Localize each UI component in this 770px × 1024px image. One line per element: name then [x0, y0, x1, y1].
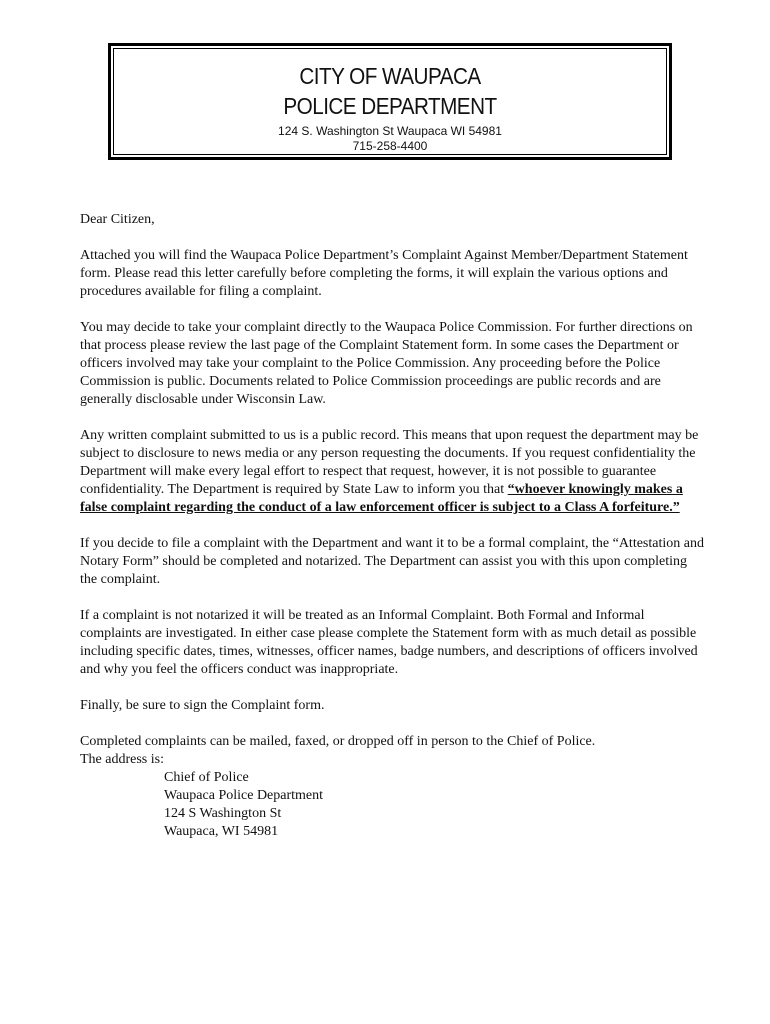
address-intro: The address is: [80, 752, 164, 767]
address-line-city: Waupaca, WI 54981 [164, 824, 279, 839]
letter-body [80, 211, 705, 841]
letterhead-inner [113, 48, 667, 155]
address-line-recipient: Chief of Police [164, 770, 249, 785]
address-line-street: 124 S Washington St [164, 806, 282, 821]
false-complaint-warning: “whoever knowingly makes a false complaint regarding the conduct of a law enforcement officer is subject to a Class A forfeiture.” [80, 482, 683, 515]
paragraph-submission [80, 733, 705, 769]
department-address: 124 S. Washington St Waupaca WI 54981 [278, 124, 502, 138]
paragraph-sign-form: Finally, be sure to sign the Complaint form. [80, 698, 325, 713]
submission-text: Completed complaints can be mailed, faxed, or dropped off in person to the Chief of Police. [80, 734, 596, 749]
department-name: POLICE DEPARTMENT [283, 93, 497, 119]
paragraph-police-commission: You may decide to take your complaint directly to the Waupaca Police Commission. For further directions on that process please review the last page of the Complaint Statement form. In some cases the Department or officers involved may take your complaint to the Police Commission. Any proceeding before the Police Commission is public. Documents related to Police Commission proceedings are public records and are generally disclosable under Wisconsin Law. [80, 320, 693, 407]
department-phone: 715-258-4400 [352, 139, 428, 153]
paragraph-formal-complaint: If you decide to file a complaint with the Department and want it to be a formal complaint, the “Attestation and Notary Form” should be completed and notarized. The Department can assist you with this upon completing the complaint. [80, 536, 704, 587]
city-name: CITY OF WAUPACA [299, 63, 481, 89]
address-line-department: Waupaca Police Department [164, 788, 324, 803]
public-record-text: Any written complaint submitted to us is a public record. This means that upon request the department may be subject to disclosure to news media or any person requesting the documents. If you request confidentiality the Department will make every legal effort to respect that request, however, it is not possible to guarantee confidentiality. The Department is required by State Law to inform you that [80, 428, 699, 497]
paragraph-public-record [80, 427, 705, 517]
paragraph-informal-complaint: If a complaint is not notarized it will be treated as an Informal Complaint. Both Formal and Informal complaints are investigated. In either case please complete the Statement form with as much detail as possible including specific dates, times, witnesses, officer names, badge numbers, and descriptions of officers involved and why you feel the officers conduct was inappropriate. [80, 608, 698, 677]
mailing-address [80, 769, 705, 841]
paragraph-intro: Attached you will find the Waupaca Police Department’s Complaint Against Member/Department Statement form. Please read this letter carefully before completing the forms, it will explain the various options and procedures available for filing a complaint. [80, 248, 688, 299]
letterhead-box [108, 43, 672, 160]
salutation: Dear Citizen, [80, 212, 155, 227]
